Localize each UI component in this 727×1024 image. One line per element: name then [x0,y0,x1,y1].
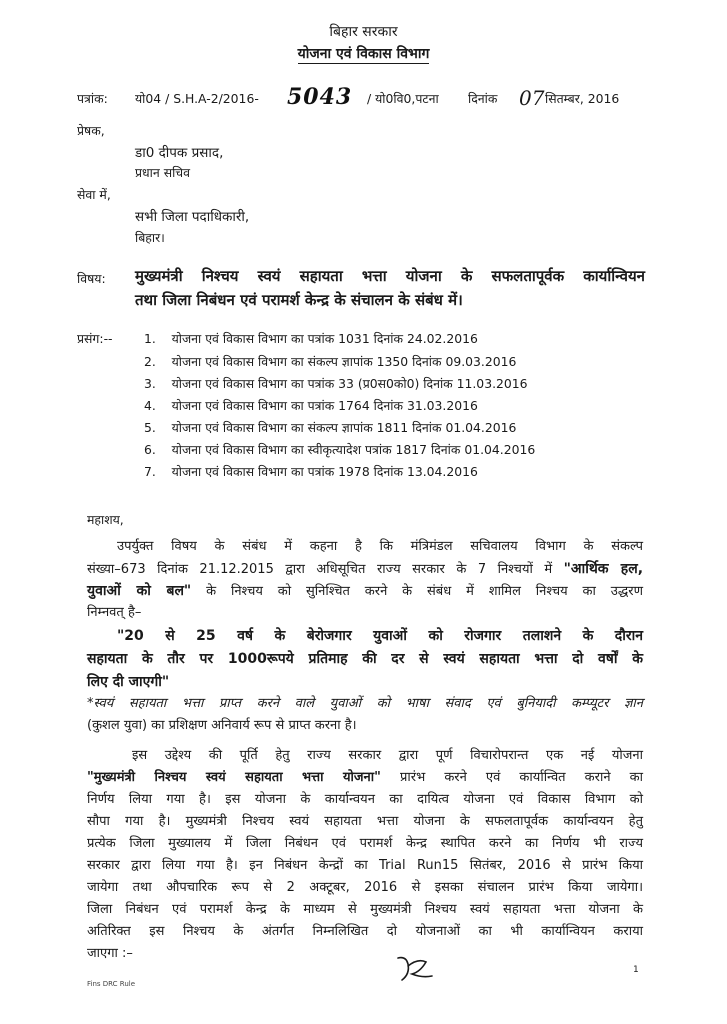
reference-text: योजना एवं विकास विभाग का पत्रांक 1978 दिनांक 13.04.2016 [171,464,478,479]
para1-line: निम्नवत् है– [87,605,142,620]
note-line: *स्वयं सहायता भत्ता प्राप्त करने वाले युवाओं को भाषा संवाद एवं बुनियादी कम्प्यूटर ज्ञान [87,696,643,711]
para1-text: संख्या–673 दिनांक 21.12.2015 द्वारा अधिसूचित राज्य सरकार के 7 निश्चयों में [87,562,553,577]
para2-line: जिला निबंधन एवं परामर्श केन्द्र के माध्यम से मुख्यमंत्री निश्चय स्वयं सहायता भत्ता योजना के [87,902,643,917]
quote-block [87,625,643,694]
sender-name: डा0 दीपक प्रसाद, [135,145,224,161]
recipient-label: सेवा में, [77,187,111,202]
para2-line [87,767,643,789]
para2-text: प्रारंभ करने एवं कार्यान्वित कराने का [400,770,643,785]
para2-line: इस उद्देश्य की पूर्ति हेतु राज्य सरकार द्वारा पूर्ण विचारोपरान्त एक नई योजना [132,748,643,763]
para1-highlight: युवाओं को बल" [87,583,192,599]
paragraph-1 [87,536,643,624]
para2-line: जाएगा :– [87,946,133,961]
reference-item [144,375,528,392]
date-rest: सितम्बर, 2016 [545,91,620,106]
date-day: 07 [519,86,545,110]
reference-text: योजना एवं विकास विभाग का स्वीकृत्यादेश पत्रांक 1817 दिनांक 01.04.2016 [171,442,536,457]
reference-text: योजना एवं विकास विभाग का पत्रांक 1764 दिनांक 31.03.2016 [171,398,478,413]
paragraph-2 [87,745,643,965]
recipient-place: बिहार। [135,230,165,245]
para2-line: निर्णय लिया गया है। इस योजना के कार्यान्वयन का दायित्व योजना एवं विकास विभाग को [87,792,643,807]
signature-mark [392,952,440,988]
subject-line-2: तथा जिला निबंधन एवं परामर्श केन्द्र के संचालन के संबंध में। [135,291,463,309]
reference-num: 6. [144,442,156,457]
department-name: योजना एवं विकास विभाग [297,46,430,62]
reference-text: योजना एवं विकास विभाग का संकल्प ज्ञापांक 1811 दिनांक 01.04.2016 [171,420,517,435]
reference-item [144,463,478,480]
para2-line: जायेगा तथा औपचारिक रूप से 2 अक्टूबर, 2016 से इसका संचालन प्रारंभ किया जायेगा। [87,880,643,895]
recipient-name: सभी जिला पदाधिकारी, [135,209,250,225]
department-heading [0,44,727,63]
note-line: (कुशल युवा) का प्रशिक्षण अनिवार्य रूप से प्राप्त करना है। [87,718,357,733]
para1-line: उपर्युक्त विषय के संबंध में कहना है कि मंत्रिमंडल सचिवालय विभाग के संकल्प [117,539,643,554]
quote-line: सहायता के तौर पर 1000रूपये प्रतिमाह की दर से स्वयं सहायता भत्ता दो वर्षों के [87,651,643,667]
reference-item [144,397,478,414]
para1-line [87,558,643,580]
page-number: 1 [633,965,639,975]
reference-num: 3. [144,376,156,391]
scheme-name: "मुख्यमंत्री निश्चय स्वयं सहायता भत्ता योजना" [87,770,381,785]
sender-designation: प्रधान सचिव [135,165,191,180]
reference-text: योजना एवं विकास विभाग का संकल्प ज्ञापांक 1350 दिनांक 09.03.2016 [171,354,517,369]
letter-ref-prefix: यो04 / S.H.A-2/2016- [135,91,259,106]
reference-text: योजना एवं विकास विभाग का पत्रांक 33 (प्र0स0को0) दिनांक 11.03.2016 [171,376,528,391]
subject-label: विषय: [77,271,106,286]
reference-num: 1. [144,331,156,346]
letter-ref-label: पत्रांक: [77,91,108,106]
date-label: दिनांक [468,91,498,106]
reference-item [144,353,516,370]
signature-initials [392,952,440,988]
reference-num: 5. [144,420,156,435]
para1-line [87,580,643,602]
reference-item [144,330,478,347]
para2-line: अतिरिक्त इस निश्चय के अंतर्गत निम्नलिखित दो योजनाओं का भी कार्यान्वियन कराया [87,924,643,939]
quote-line: "20 से 25 वर्ष के बेरोजगार युवाओं को रोजगार तलाशने के दौरान [117,628,643,644]
para1-text: के निश्चय को सुनिश्चित करने के संबंध में शामिल निश्चय का उद्धरण [206,584,643,599]
reference-item [144,419,516,436]
note-block [87,693,643,737]
reference-item [144,441,535,458]
government-heading: बिहार सरकार [329,24,398,40]
quote-line: लिए दी जाएगी" [87,674,170,690]
file-note: Fins DRC Rule [87,980,136,988]
references-label: प्रसंग:-- [77,331,113,346]
reference-text: योजना एवं विकास विभाग का पत्रांक 1031 दिनांक 24.02.2016 [171,331,478,346]
para1-highlight: "आर्थिक हल, [563,561,644,577]
salutation: महाशय, [87,512,124,527]
letter-ref-number: 5043 [287,84,353,110]
para2-line: सौपा गया है। मुख्यमंत्री निश्चय स्वयं सहायता भत्ता योजना के सफलतापूर्वक कार्यान्वयन हेतु [87,814,643,829]
subject-line-1: मुख्यमंत्री निश्चय स्वयं सहायता भत्ता योजना के सफलतापूर्वक कार्यान्वियन [135,267,645,285]
reference-num: 7. [144,464,156,479]
sender-label: प्रेषक, [77,123,105,138]
reference-num: 4. [144,398,156,413]
letter-ref-suffix: / यो0वि0,पटना [367,91,439,106]
reference-num: 2. [144,354,156,369]
para2-line: प्रत्येक जिला मुख्यालय में जिला निबंधन एवं परामर्श केन्द्र स्थापित करने का निर्णय भी राज्य [87,836,643,851]
para2-line: सरकार द्वारा लिया गया है। इन निबंधन केन्द्रों का Trial Run15 सितंबर, 2016 से प्रारंभ किया [87,858,643,873]
